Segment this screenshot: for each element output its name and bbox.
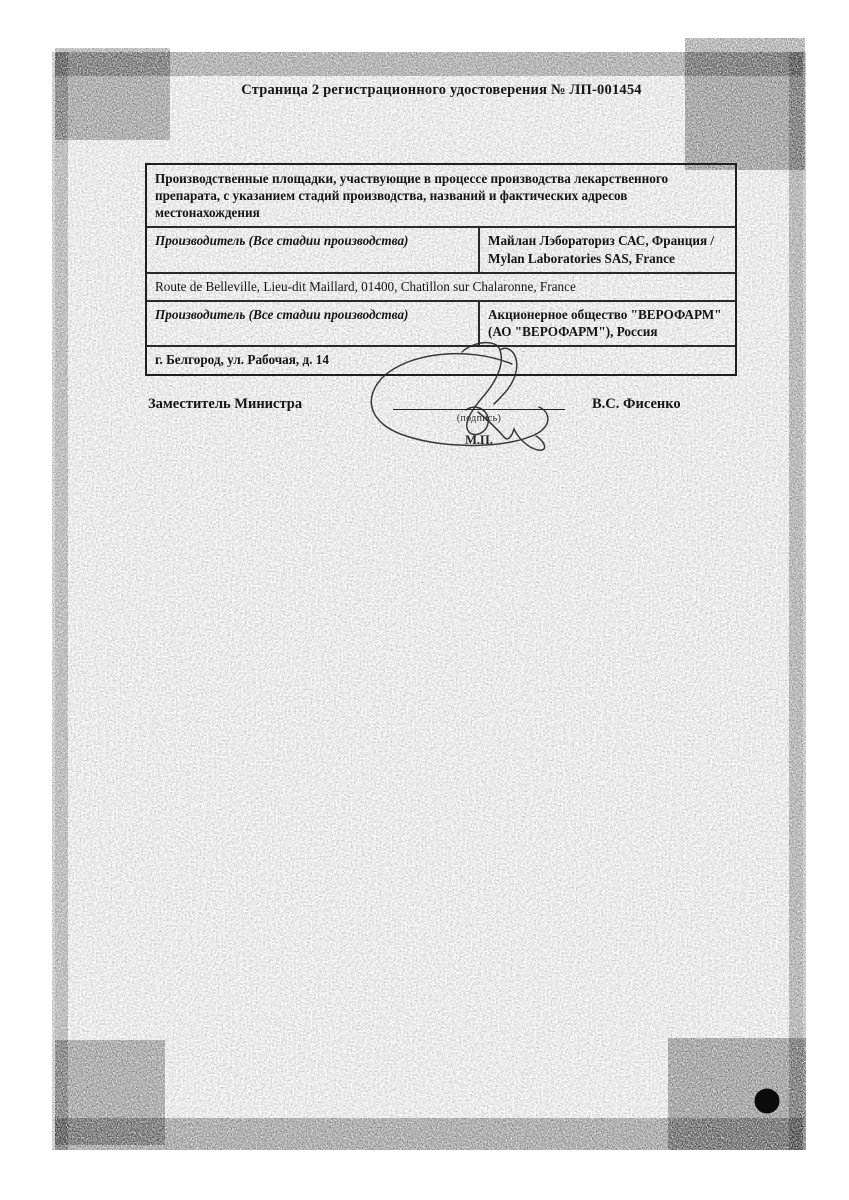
signatory-name: В.С. Фисенко bbox=[592, 396, 681, 412]
manufacturer-value: Майлан Лэбораториз САС, Франция / Mylan Laboratories SAS, France bbox=[488, 233, 715, 266]
manufacturer-address: Route de Belleville, Lieu-dit Maillard, 01400, Chatillon sur Chalaronne, France bbox=[155, 278, 576, 294]
signatory-position: Заместитель Министра bbox=[148, 396, 303, 412]
page-header-line: Страница 2 регистрационного удостоверения № ЛП-001454 bbox=[241, 82, 642, 98]
manufacturer-label: Производитель (Все стадии производства) bbox=[147, 228, 480, 271]
signature-caption: (подпись) bbox=[456, 413, 502, 424]
table-title: Производственные площадки, участвующие в процессе производства лекарственного препарата, с указанием стадий производства, названий и фактических адресов местонахождения bbox=[155, 171, 669, 221]
manufacturer-value: Акционерное общество "ВЕРОФАРМ" (АО "ВЕРОФАРМ"), Россия bbox=[488, 306, 722, 340]
table-title-row bbox=[147, 165, 735, 226]
stamp-place-mark: М.П. bbox=[465, 433, 493, 447]
handwritten-signature bbox=[350, 338, 600, 456]
table-row-manufacturer-1 bbox=[147, 226, 735, 271]
manufacturer-address: г. Белгород, ул. Рабочая, д. 14 bbox=[155, 352, 329, 368]
manufacturer-label: Производитель (Все стадии производства) bbox=[147, 302, 480, 345]
table-row-address-1 bbox=[147, 272, 735, 300]
